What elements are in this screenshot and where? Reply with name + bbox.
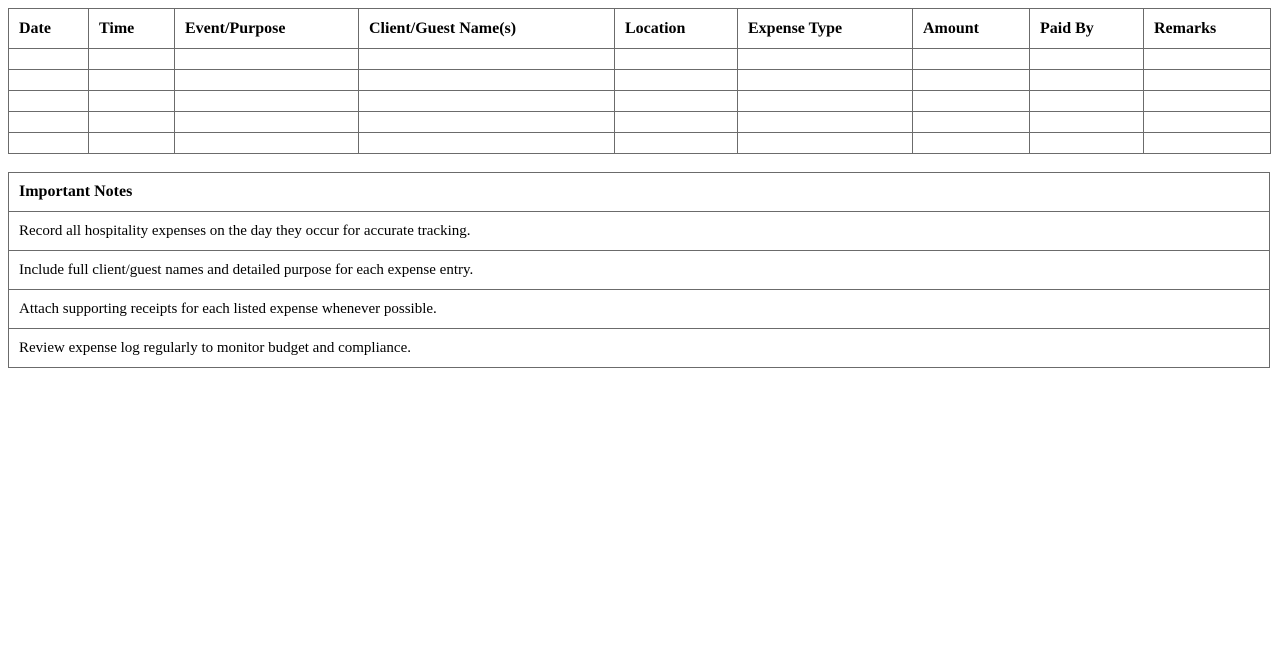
cell-paid-by[interactable] <box>1030 112 1144 133</box>
note-row <box>9 290 1270 329</box>
cell-remarks[interactable] <box>1144 91 1271 112</box>
cell-client-guest-names[interactable] <box>359 133 615 154</box>
note-row <box>9 251 1270 290</box>
cell-remarks[interactable] <box>1144 133 1271 154</box>
cell-event-purpose[interactable] <box>175 49 359 70</box>
cell-client-guest-names[interactable] <box>359 112 615 133</box>
cell-date[interactable] <box>9 70 89 91</box>
cell-event-purpose[interactable] <box>175 112 359 133</box>
cell-paid-by[interactable] <box>1030 70 1144 91</box>
table-header-row <box>9 9 1271 49</box>
cell-location[interactable] <box>615 133 738 154</box>
cell-date[interactable] <box>9 91 89 112</box>
note-text: Review expense log regularly to monitor budget and compliance. <box>9 329 1270 368</box>
table-row <box>9 70 1271 91</box>
cell-date[interactable] <box>9 49 89 70</box>
column-header-paid-by: Paid By <box>1030 9 1144 49</box>
cell-paid-by[interactable] <box>1030 49 1144 70</box>
cell-client-guest-names[interactable] <box>359 70 615 91</box>
cell-remarks[interactable] <box>1144 112 1271 133</box>
note-text: Attach supporting receipts for each listed expense whenever possible. <box>9 290 1270 329</box>
important-notes-table <box>8 172 1270 368</box>
cell-time[interactable] <box>89 70 175 91</box>
cell-amount[interactable] <box>913 49 1030 70</box>
column-header-location: Location <box>615 9 738 49</box>
cell-client-guest-names[interactable] <box>359 91 615 112</box>
cell-amount[interactable] <box>913 91 1030 112</box>
document-page <box>8 8 1270 368</box>
cell-event-purpose[interactable] <box>175 70 359 91</box>
table-row <box>9 112 1271 133</box>
notes-heading-row <box>9 173 1270 212</box>
column-header-client-guest-names: Client/Guest Name(s) <box>359 9 615 49</box>
cell-time[interactable] <box>89 49 175 70</box>
cell-location[interactable] <box>615 49 738 70</box>
cell-remarks[interactable] <box>1144 70 1271 91</box>
column-header-remarks: Remarks <box>1144 9 1271 49</box>
cell-event-purpose[interactable] <box>175 91 359 112</box>
cell-date[interactable] <box>9 133 89 154</box>
cell-location[interactable] <box>615 112 738 133</box>
table-row <box>9 133 1271 154</box>
cell-client-guest-names[interactable] <box>359 49 615 70</box>
cell-amount[interactable] <box>913 112 1030 133</box>
cell-expense-type[interactable] <box>738 133 913 154</box>
cell-amount[interactable] <box>913 70 1030 91</box>
cell-time[interactable] <box>89 112 175 133</box>
cell-expense-type[interactable] <box>738 91 913 112</box>
note-row <box>9 212 1270 251</box>
cell-expense-type[interactable] <box>738 49 913 70</box>
cell-time[interactable] <box>89 133 175 154</box>
cell-time[interactable] <box>89 91 175 112</box>
cell-paid-by[interactable] <box>1030 91 1144 112</box>
table-row <box>9 91 1271 112</box>
cell-location[interactable] <box>615 70 738 91</box>
column-header-time: Time <box>89 9 175 49</box>
column-header-expense-type: Expense Type <box>738 9 913 49</box>
cell-location[interactable] <box>615 91 738 112</box>
column-header-amount: Amount <box>913 9 1030 49</box>
expense-log-table <box>8 8 1271 154</box>
cell-expense-type[interactable] <box>738 112 913 133</box>
cell-remarks[interactable] <box>1144 49 1271 70</box>
note-text: Record all hospitality expenses on the day they occur for accurate tracking. <box>9 212 1270 251</box>
cell-event-purpose[interactable] <box>175 133 359 154</box>
note-row <box>9 329 1270 368</box>
notes-heading: Important Notes <box>9 173 1270 212</box>
column-header-event-purpose: Event/Purpose <box>175 9 359 49</box>
column-header-date: Date <box>9 9 89 49</box>
table-row <box>9 49 1271 70</box>
cell-expense-type[interactable] <box>738 70 913 91</box>
note-text: Include full client/guest names and detailed purpose for each expense entry. <box>9 251 1270 290</box>
cell-date[interactable] <box>9 112 89 133</box>
cell-amount[interactable] <box>913 133 1030 154</box>
cell-paid-by[interactable] <box>1030 133 1144 154</box>
expense-log-body <box>9 49 1271 154</box>
